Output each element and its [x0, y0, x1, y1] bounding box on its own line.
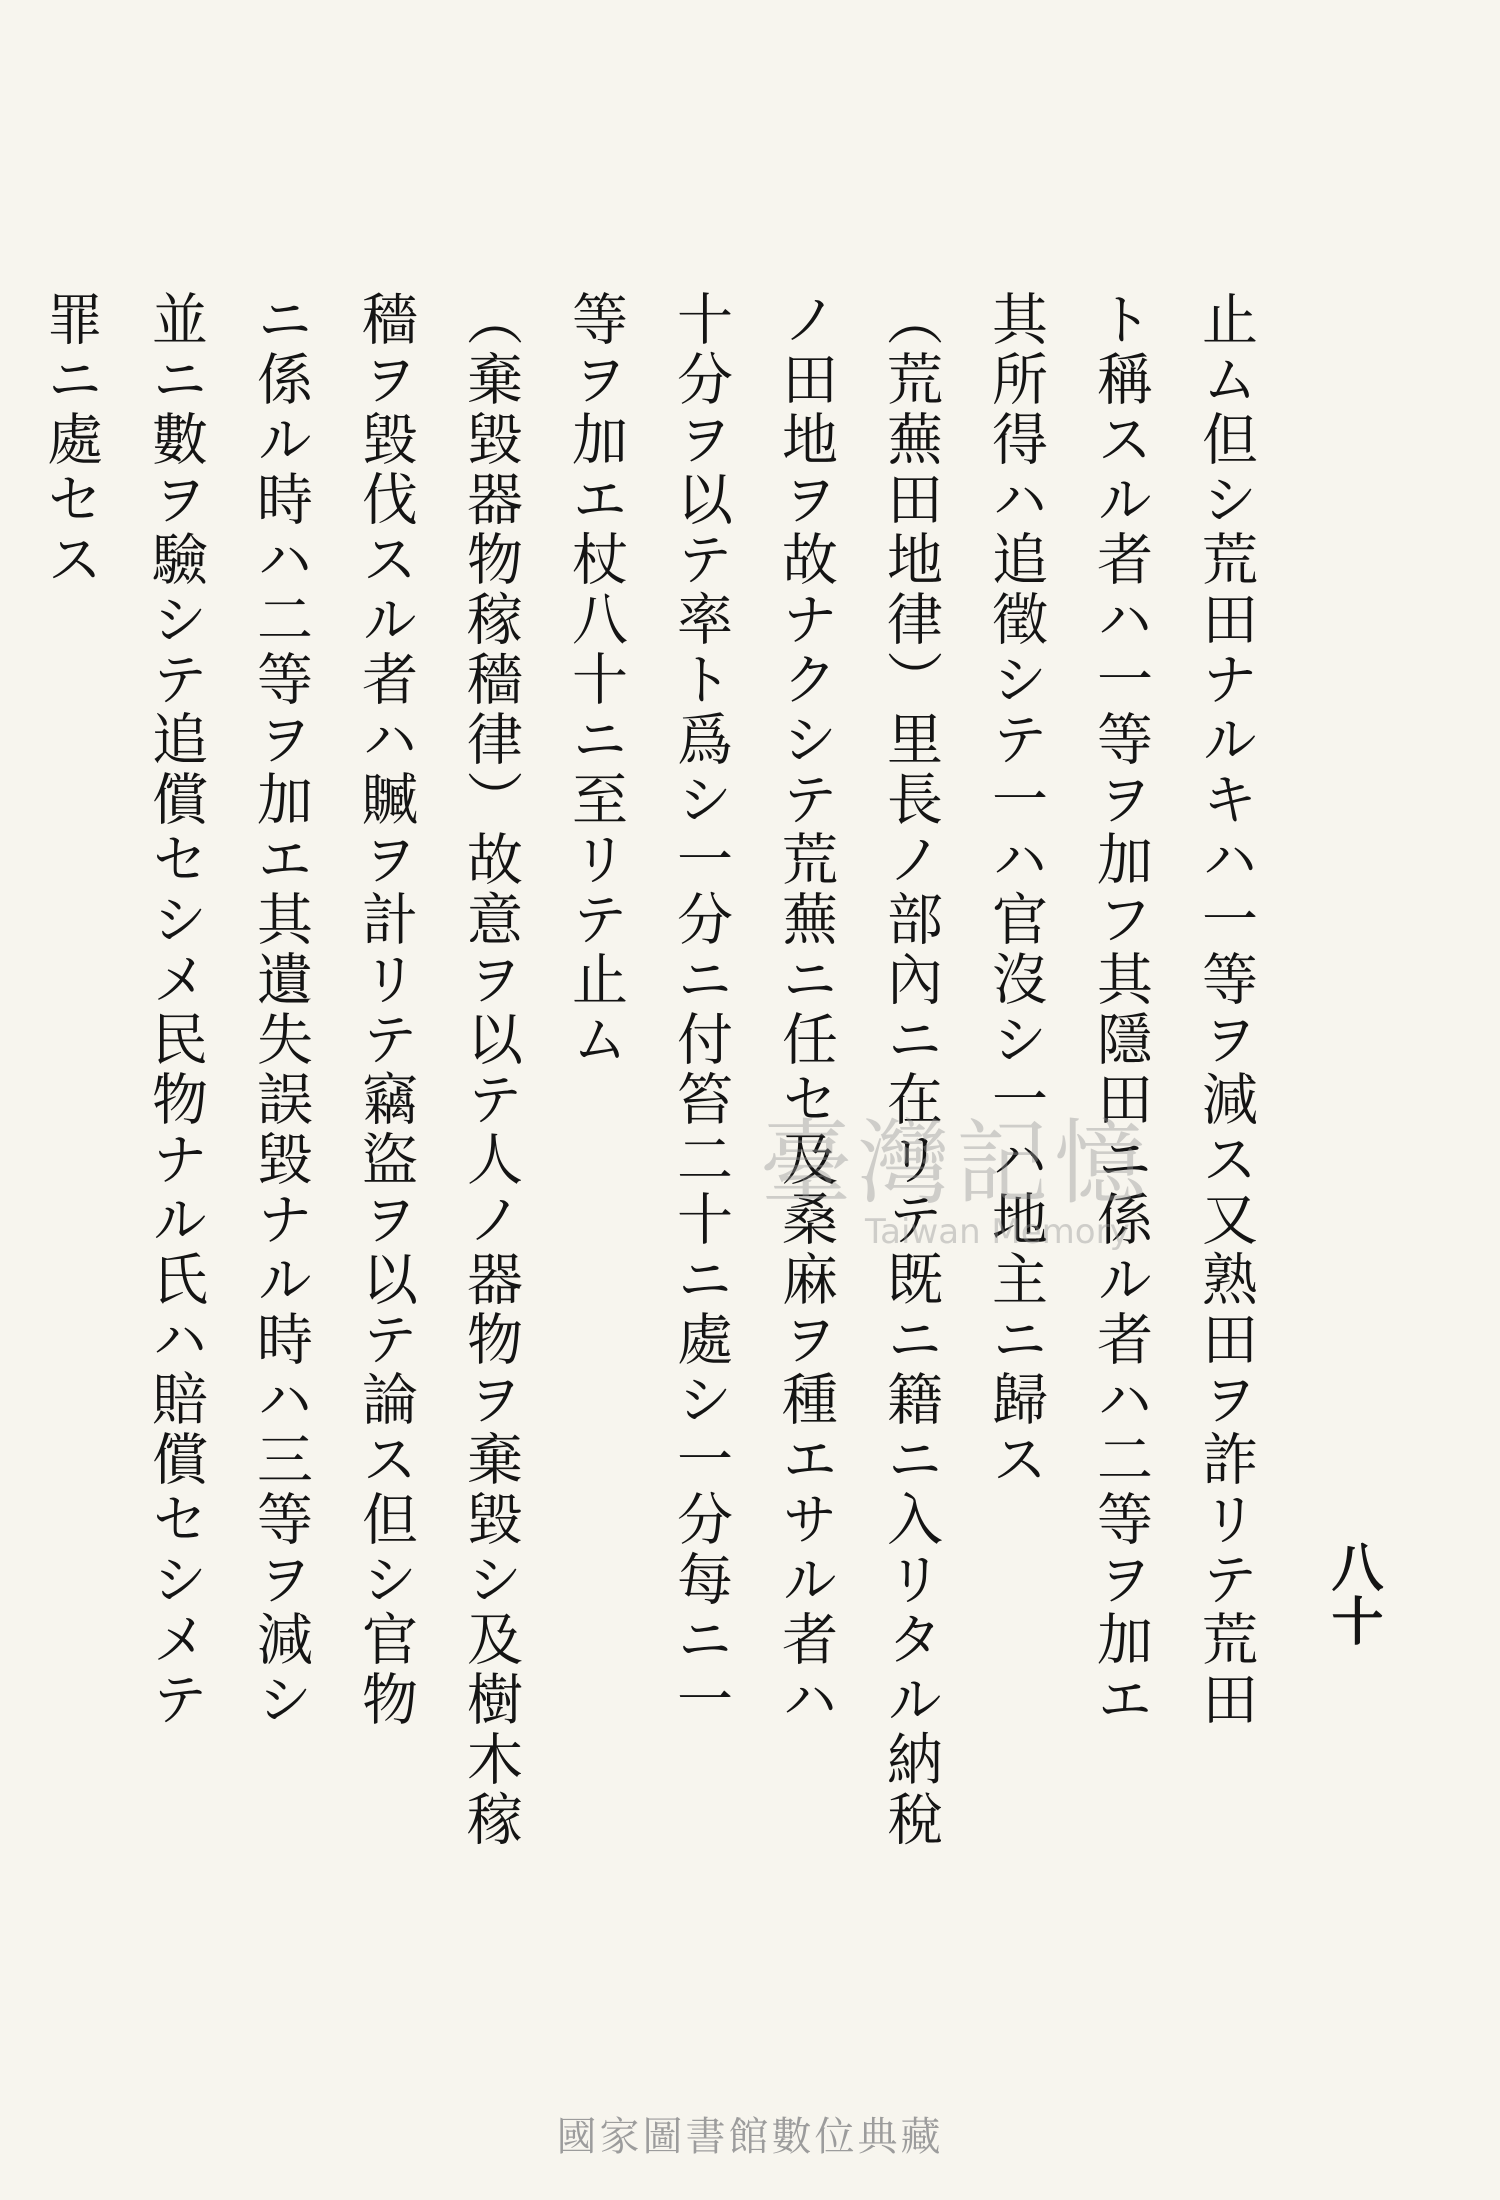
footer-credit: 國家圖書館數位典藏	[556, 2114, 944, 2160]
watermark-title: 臺灣記憶	[760, 1110, 1153, 1217]
page-number: 八十	[1322, 1540, 1383, 1648]
watermark-subtitle: Taiwan Memory	[865, 1212, 1130, 1252]
text-column: 罪ニ處セス	[38, 290, 103, 590]
text-column: ト稱スル者ハ一等ヲ加フ其隱田ニ係ル者ハ二等ヲ加エ	[1088, 290, 1153, 1730]
text-column: ニ係ル時ハ二等ヲ加エ其遺失誤毀ナル時ハ三等ヲ減シ	[248, 290, 313, 1730]
text-column: ノ田地ヲ故ナクシテ荒蕪ニ任セ及桑麻ヲ種エサル者ハ	[773, 290, 838, 1730]
text-column: （荒蕪田地律）里長ノ部內ニ在リテ既ニ籍ニ入リタル納稅	[878, 290, 943, 1850]
text-column: 其所得ハ追徵シテ一ハ官沒シ一ハ地主ニ歸ス	[983, 290, 1048, 1490]
text-column: 並ニ數ヲ驗シテ追償セシメ民物ナル氏ハ賠償セシメテ	[143, 290, 208, 1730]
main-text	[18, 290, 1278, 2050]
text-column: （棄毀器物稼穡律）故意ヲ以テ人ノ器物ヲ棄毀シ及樹木稼	[458, 290, 523, 1850]
text-column: 止ム但シ荒田ナルキハ一等ヲ減ス又熟田ヲ詐リテ荒田	[1193, 290, 1258, 1730]
text-column: 穡ヲ毀伐スル者ハ贓ヲ計リテ竊盜ヲ以テ論ス但シ官物	[353, 290, 418, 1730]
text-column: 十分ヲ以テ率ト爲シ一分ニ付笞二十ニ處シ一分每ニ一	[668, 290, 733, 1730]
text-column: 等ヲ加エ杖八十ニ至リテ止ム	[563, 290, 628, 1070]
